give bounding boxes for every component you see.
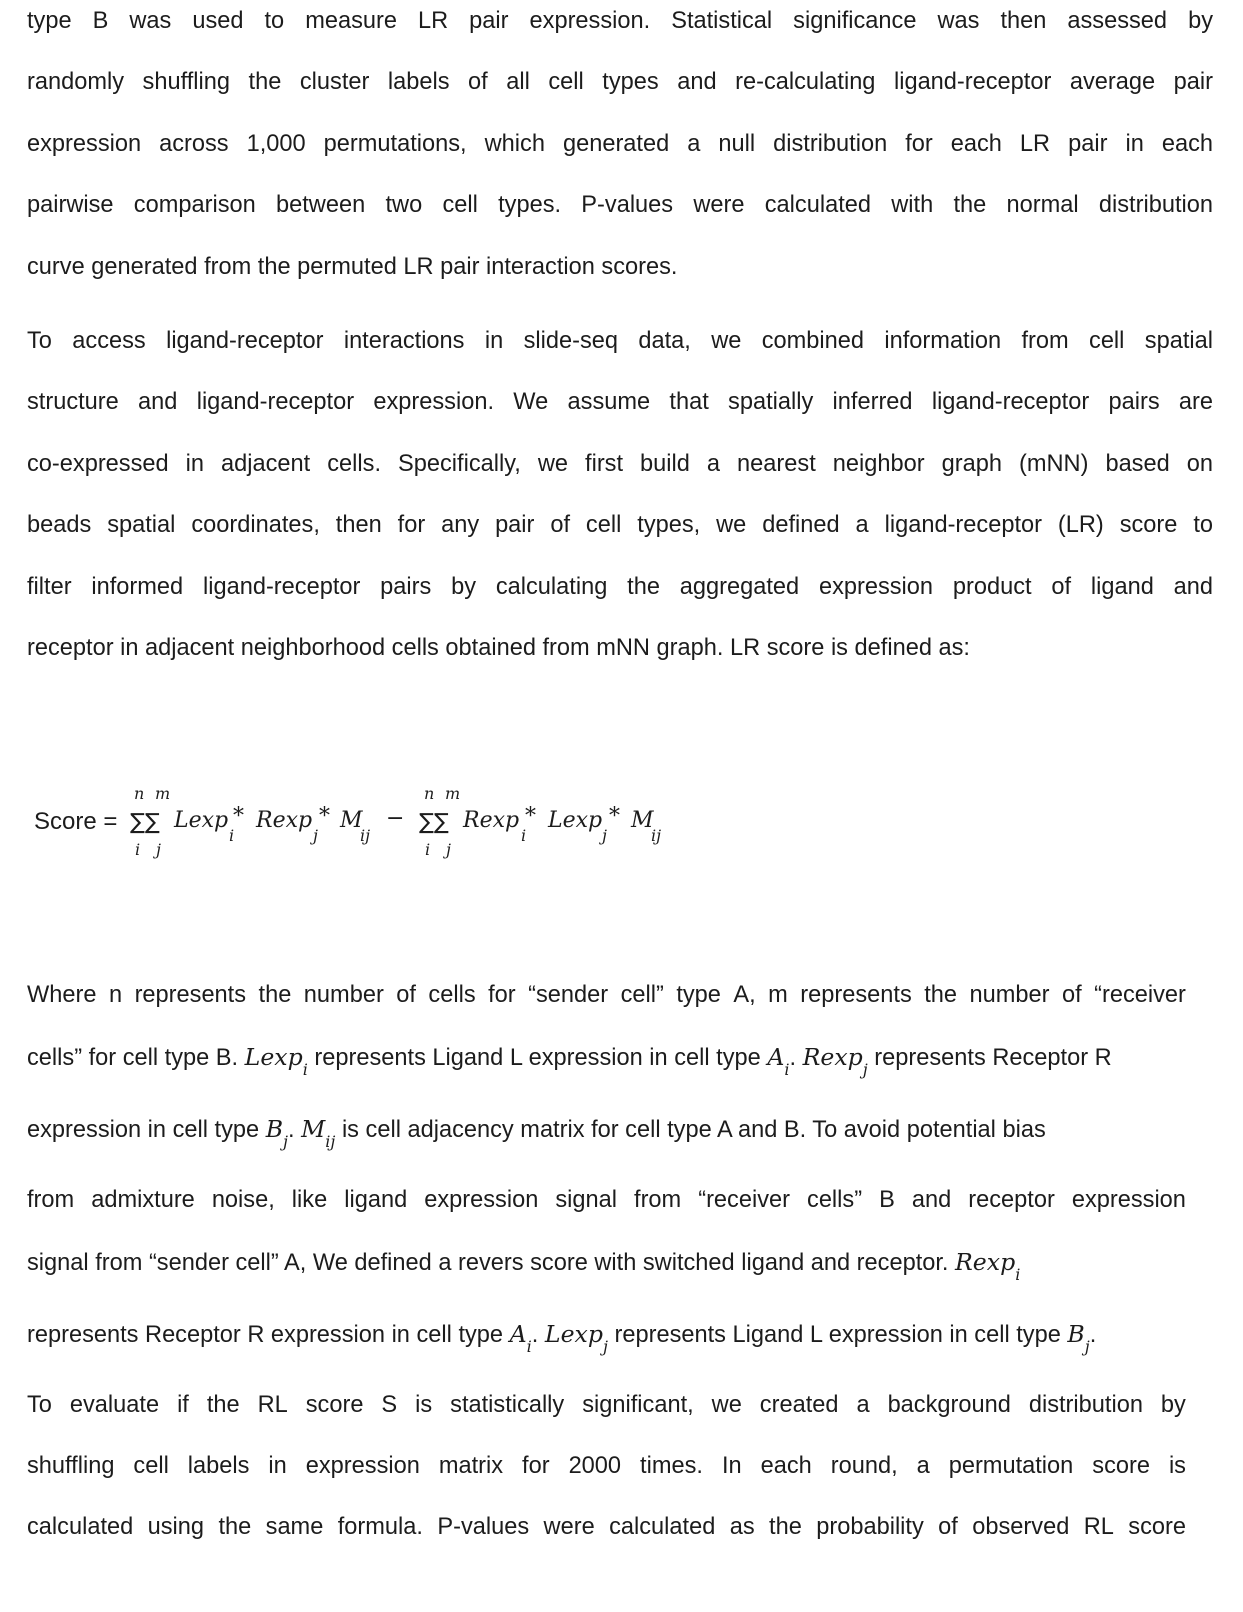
word: “receiver bbox=[698, 1187, 790, 1213]
formula-sigma: ∑∑ bbox=[130, 810, 160, 835]
formula-m: M bbox=[340, 808, 363, 833]
text-line: co-expressed in adjacent cells. Specifically, we first build a nearest neighbor graph (mNN) based on bbox=[27, 450, 1213, 477]
math-subscript: i bbox=[526, 1337, 532, 1356]
text-line: randomly shuffling the cluster labels of all cell types and re-calculating ligand-receptor average pair bbox=[27, 69, 1213, 96]
word: S bbox=[381, 1392, 398, 1418]
word: is bbox=[1168, 1453, 1186, 1479]
formula-sigma: ∑∑ bbox=[419, 810, 449, 835]
word: by bbox=[1160, 1392, 1186, 1418]
word: observed bbox=[972, 1514, 1070, 1540]
word: the bbox=[769, 1514, 802, 1540]
word: admixture bbox=[91, 1187, 195, 1213]
math-subscript: i bbox=[784, 1060, 790, 1079]
math-cell-a: A bbox=[767, 1043, 785, 1071]
text-line bbox=[27, 1248, 1213, 1284]
word: statistically bbox=[450, 1392, 565, 1418]
word: score bbox=[1128, 1514, 1186, 1540]
text-line: beads spatial coordinates, then for any pair of cell types, we defined a ligand-receptor (LR) score to bbox=[27, 512, 1213, 539]
text-run: . bbox=[1089, 1322, 1097, 1348]
text-run: represents Ligand L expression in cell type bbox=[314, 1045, 761, 1071]
text-run: is cell adjacency matrix for cell type A and B. To avoid potential bias bbox=[341, 1117, 1046, 1143]
formula-lexp: Lexp bbox=[174, 808, 229, 833]
word: from bbox=[27, 1187, 75, 1213]
word: for bbox=[522, 1453, 550, 1479]
text-run: . bbox=[531, 1322, 539, 1348]
word: represents bbox=[800, 982, 912, 1008]
word: formula. bbox=[337, 1514, 423, 1540]
math-subscript: i bbox=[302, 1060, 308, 1079]
formula-sub: ij bbox=[360, 826, 371, 845]
formula-lower-i: i bbox=[135, 840, 141, 859]
text-line bbox=[27, 1453, 1186, 1480]
math-subscript: j bbox=[602, 1337, 608, 1356]
text-line: filter informed ligand-receptor pairs by calculating the aggregated expression product of ligand and bbox=[27, 573, 1213, 600]
text-line bbox=[27, 1043, 1213, 1079]
word: RL bbox=[1083, 1514, 1114, 1540]
word: evaluate bbox=[69, 1392, 160, 1418]
word: matrix bbox=[438, 1453, 504, 1479]
text-run: . bbox=[789, 1045, 797, 1071]
paragraph-permutation-test bbox=[27, 0, 1213, 298]
text-line: To access ligand-receptor interactions in slide-seq data, we combined information from cell spatial bbox=[27, 328, 1213, 354]
formula-sub: i bbox=[521, 826, 527, 845]
formula-sub: ij bbox=[651, 826, 662, 845]
word: times. bbox=[640, 1453, 703, 1479]
word: we bbox=[711, 1392, 742, 1418]
math-cell-b: B bbox=[1067, 1320, 1085, 1348]
word: cell bbox=[133, 1453, 169, 1479]
formula-sub: j bbox=[313, 826, 318, 845]
word: expression bbox=[424, 1187, 539, 1213]
word: each bbox=[760, 1453, 812, 1479]
formula-sub: j bbox=[602, 826, 607, 845]
word: of bbox=[938, 1514, 958, 1540]
word: “sender bbox=[528, 982, 609, 1008]
word: round, bbox=[830, 1453, 898, 1479]
text-run: represents Receptor R bbox=[874, 1045, 1112, 1071]
word: background bbox=[887, 1392, 1011, 1418]
word: and bbox=[911, 1187, 952, 1213]
word: distribution bbox=[1028, 1392, 1143, 1418]
word: m bbox=[768, 982, 788, 1008]
text-run: signal from “sender cell” A, We defined a revers score with switched ligand and receptor. bbox=[27, 1250, 949, 1276]
word: the bbox=[206, 1392, 240, 1418]
formula-lexp: Lexp bbox=[548, 808, 603, 833]
formula-m: M bbox=[631, 808, 654, 833]
word: permutation bbox=[948, 1453, 1074, 1479]
formula-minus: − bbox=[386, 806, 405, 831]
math-m: M bbox=[301, 1115, 326, 1143]
word: from bbox=[634, 1187, 682, 1213]
formula-lower-j: j bbox=[156, 840, 161, 859]
word: calculated bbox=[27, 1514, 134, 1540]
math-cell-b: B bbox=[265, 1115, 284, 1143]
word: “receiver bbox=[1094, 982, 1186, 1008]
word: is bbox=[415, 1392, 433, 1418]
word: type bbox=[676, 982, 721, 1008]
word: probability bbox=[816, 1514, 924, 1540]
text-line bbox=[27, 1514, 1186, 1541]
text-line bbox=[27, 1392, 1186, 1419]
word: RL bbox=[257, 1392, 288, 1418]
text-line bbox=[27, 1187, 1186, 1214]
paragraph-lr-interactions bbox=[27, 311, 1213, 679]
text-line: structure and ligand-receptor expression. We assume that spatially inferred ligand-receptor pairs are bbox=[27, 389, 1213, 416]
math-subscript: ij bbox=[325, 1132, 336, 1151]
word: number bbox=[303, 982, 384, 1008]
word: of bbox=[396, 982, 416, 1008]
word: In bbox=[721, 1453, 742, 1479]
word: score bbox=[305, 1392, 364, 1418]
word: Where bbox=[27, 982, 97, 1008]
formula-star: * bbox=[525, 804, 536, 829]
math-lexp: Lexp bbox=[544, 1320, 603, 1348]
word: calculated bbox=[609, 1514, 716, 1540]
text-line: pairwise comparison between two cell types. P-values were calculated with the normal distribution bbox=[27, 192, 1213, 219]
word: of bbox=[1061, 982, 1082, 1008]
word: if bbox=[177, 1392, 189, 1418]
math-cell-a: A bbox=[509, 1320, 527, 1348]
math-subscript: i bbox=[1015, 1265, 1021, 1284]
word: the bbox=[258, 982, 292, 1008]
formula-lower-j: j bbox=[446, 840, 451, 859]
word: P-values bbox=[437, 1514, 530, 1540]
word: ligand bbox=[344, 1187, 408, 1213]
word: expression bbox=[305, 1453, 420, 1479]
math-subscript: j bbox=[1084, 1337, 1090, 1356]
word: were bbox=[543, 1514, 595, 1540]
word: represents bbox=[134, 982, 247, 1008]
word: a bbox=[916, 1453, 930, 1479]
formula-lower-i: i bbox=[425, 840, 431, 859]
math-rexp: Rexp bbox=[955, 1248, 1016, 1276]
word: the bbox=[924, 982, 958, 1008]
word: cells bbox=[428, 982, 476, 1008]
word: using bbox=[147, 1514, 205, 1540]
math-subscript: j bbox=[862, 1060, 868, 1079]
formula-sub: i bbox=[229, 826, 235, 845]
text-line: type B was used to measure LR pair expression. Statistical significance was then assessed by bbox=[27, 8, 1213, 34]
word: To bbox=[27, 1392, 52, 1418]
word: as bbox=[729, 1514, 755, 1540]
word: expression bbox=[1071, 1187, 1186, 1213]
formula-star: * bbox=[233, 804, 244, 829]
word: shuffling bbox=[27, 1453, 115, 1479]
word: cell” bbox=[620, 982, 664, 1008]
text-run: cells” for cell type B. bbox=[27, 1045, 239, 1071]
text-run: represents Receptor R expression in cell type bbox=[27, 1322, 504, 1348]
word: cells” bbox=[807, 1187, 863, 1213]
word: number bbox=[969, 982, 1050, 1008]
word: same bbox=[265, 1514, 324, 1540]
formula-rexp: Rexp bbox=[256, 808, 313, 833]
word: score bbox=[1092, 1453, 1150, 1479]
word: labels bbox=[187, 1453, 250, 1479]
formula-star: * bbox=[609, 804, 620, 829]
word: A, bbox=[733, 982, 756, 1008]
text-line: curve generated from the permuted LR pair interaction scores. bbox=[27, 253, 678, 280]
word: created bbox=[759, 1392, 839, 1418]
text-line: receptor in adjacent neighborhood cells obtained from mNN graph. LR score is defined as: bbox=[27, 635, 970, 662]
text-line bbox=[27, 1320, 1213, 1356]
text-run: . bbox=[288, 1117, 295, 1143]
formula-upper-n: n bbox=[134, 784, 145, 803]
word: n bbox=[108, 982, 123, 1008]
text-run: expression in cell type bbox=[27, 1117, 260, 1143]
formula-upper-n: n bbox=[424, 784, 435, 803]
math-lexp: Lexp bbox=[244, 1043, 303, 1071]
word: signal bbox=[555, 1187, 617, 1213]
word: in bbox=[268, 1453, 287, 1479]
formula-rexp: Rexp bbox=[463, 808, 520, 833]
formula-label: Score = bbox=[34, 808, 118, 835]
lr-score-formula bbox=[34, 780, 734, 870]
math-subscript: j bbox=[283, 1132, 288, 1151]
word: noise, bbox=[211, 1187, 275, 1213]
word: a bbox=[856, 1392, 870, 1418]
text-line bbox=[27, 982, 1186, 1009]
word: like bbox=[291, 1187, 328, 1213]
formula-upper-m: m bbox=[445, 784, 461, 803]
word: significant, bbox=[582, 1392, 694, 1418]
word: receptor bbox=[968, 1187, 1055, 1213]
word: 2000 bbox=[568, 1453, 622, 1479]
word: for bbox=[488, 982, 516, 1008]
word: B bbox=[879, 1187, 895, 1213]
text-line bbox=[27, 1115, 1213, 1151]
word: the bbox=[218, 1514, 252, 1540]
formula-star: * bbox=[319, 804, 330, 829]
text-line: expression across 1,000 permutations, which generated a null distribution for each LR pair in each bbox=[27, 130, 1213, 157]
formula-upper-m: m bbox=[155, 784, 171, 803]
text-run: represents Ligand L expression in cell type bbox=[614, 1322, 1061, 1348]
math-rexp: Rexp bbox=[802, 1043, 863, 1071]
